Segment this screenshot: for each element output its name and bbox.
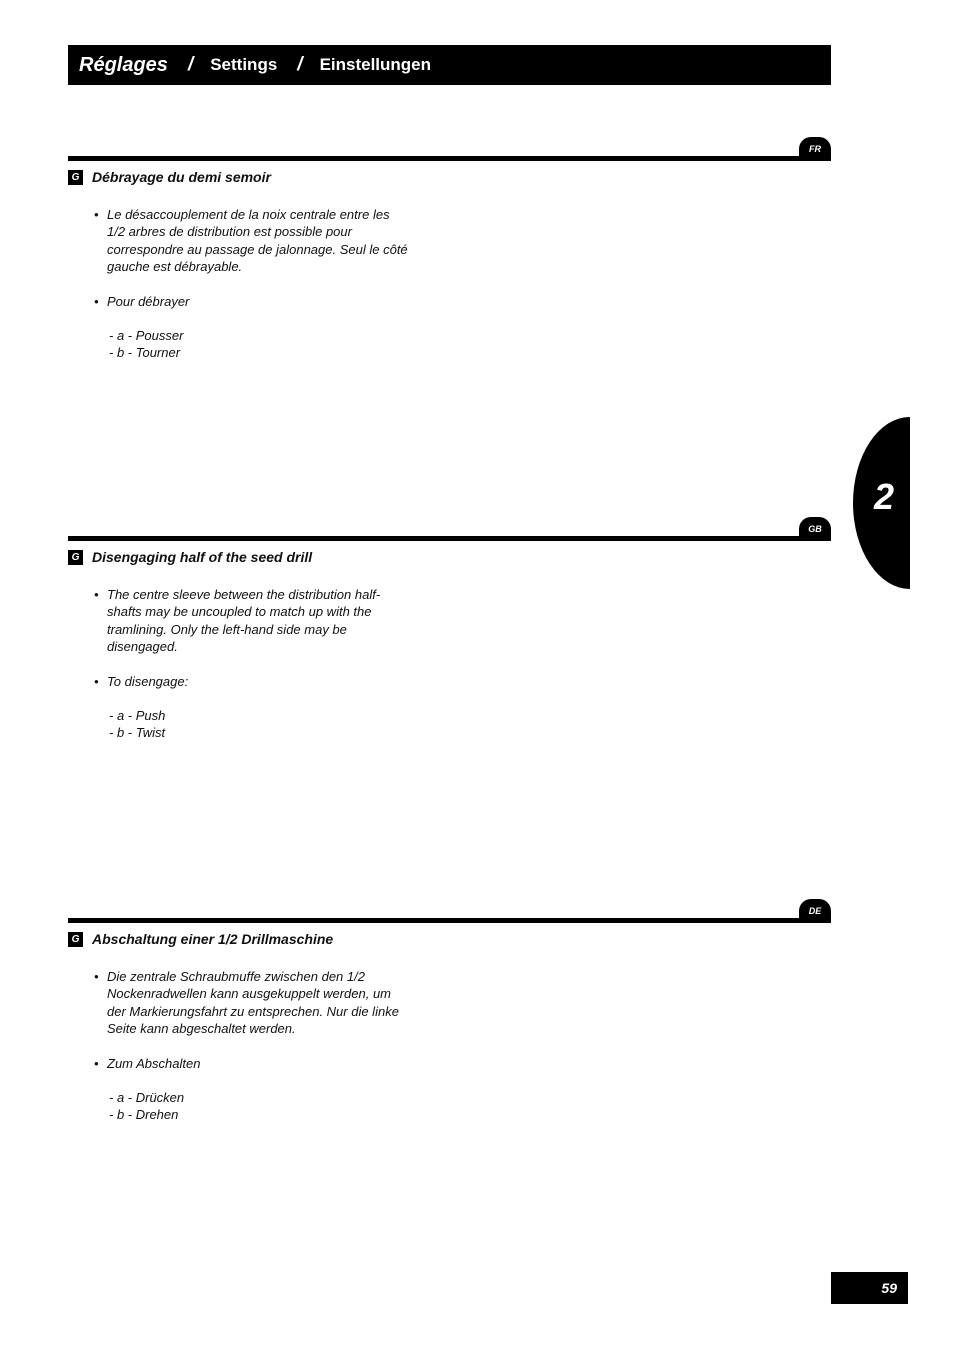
bullet-item <box>94 293 424 310</box>
step-item: - a - Pousser <box>109 328 184 344</box>
step-item: - b - Twist <box>109 725 166 741</box>
text-line: Pour débrayer <box>107 293 190 309</box>
section-rule <box>68 918 831 923</box>
header-separator: / <box>297 54 303 75</box>
text-line: The centre sleeve between the distribution half- <box>107 587 381 602</box>
bullet-dot: • <box>94 1055 99 1071</box>
bullet-dot: • <box>94 587 99 602</box>
section-title <box>68 169 271 185</box>
section-body <box>94 968 424 1124</box>
header-title-fr: Réglages <box>79 53 168 76</box>
text-line: gauche est débrayable. <box>107 259 243 275</box>
text-line: Zum Abschalten <box>107 1055 201 1071</box>
section-badge: G <box>68 932 83 947</box>
chapter-number: 2 <box>874 476 895 517</box>
page-number-text: 59 <box>881 1280 897 1296</box>
text-line: 1/2 arbres de distribution est possible pour <box>107 224 352 240</box>
bullet-dot: • <box>94 673 99 689</box>
section-body <box>94 586 424 742</box>
section-rule <box>68 536 831 541</box>
text-line: disengaged. <box>107 639 178 655</box>
bullet-item <box>94 968 424 1038</box>
page-number <box>831 1272 908 1304</box>
header-title-en: Settings <box>210 55 278 74</box>
text-line: shafts may be uncoupled to match up with the <box>107 604 372 620</box>
bullet-item <box>94 1055 424 1072</box>
text-line: Le désaccouplement de la noix centrale entre les <box>107 207 390 222</box>
text-line: To disengage: <box>107 673 189 689</box>
section-title-text: Débrayage du demi semoir <box>92 169 271 185</box>
text-line: Seite kann abgeschaltet werden. <box>107 1021 296 1037</box>
text-line: der Markierungsfahrt zu entsprechen. Nur die linke <box>107 1003 399 1019</box>
section-body <box>94 206 424 362</box>
step-item: - b - Tourner <box>109 345 181 361</box>
section-badge: G <box>68 170 83 185</box>
header-separator: / <box>187 54 194 75</box>
bullet-dot: • <box>94 969 99 984</box>
section-title <box>68 549 312 565</box>
text-line: Nockenradwellen kann ausgekuppelt werden, um <box>107 986 392 1002</box>
language-tab-fr: FR <box>799 137 831 160</box>
section-badge: G <box>68 550 83 565</box>
step-item: - a - Drücken <box>109 1090 185 1106</box>
section-title <box>68 931 333 947</box>
language-tab-gb: GB <box>799 517 831 540</box>
language-tab-de: DE <box>799 899 831 922</box>
header-title-de: Einstellungen <box>319 55 432 74</box>
section-rule <box>68 156 831 161</box>
text-line: correspondre au passage de jalonnage. Seul le côté <box>107 241 408 257</box>
text-line: tramlining. Only the left-hand side may be <box>107 621 347 637</box>
section-title-text: Disengaging half of the seed drill <box>92 549 313 565</box>
step-item: - a - Push <box>109 708 166 724</box>
bullet-item <box>94 673 424 690</box>
text-line: Die zentrale Schraubmuffe zwischen den 1/2 <box>107 969 365 984</box>
bullet-item <box>94 586 424 656</box>
bullet-dot: • <box>94 207 99 222</box>
section-title-text: Abschaltung einer 1/2 Drillmaschine <box>92 931 334 947</box>
step-item: - b - Drehen <box>109 1107 179 1123</box>
bullet-item <box>94 206 424 276</box>
bullet-dot: • <box>94 293 99 309</box>
page-header <box>68 45 831 85</box>
